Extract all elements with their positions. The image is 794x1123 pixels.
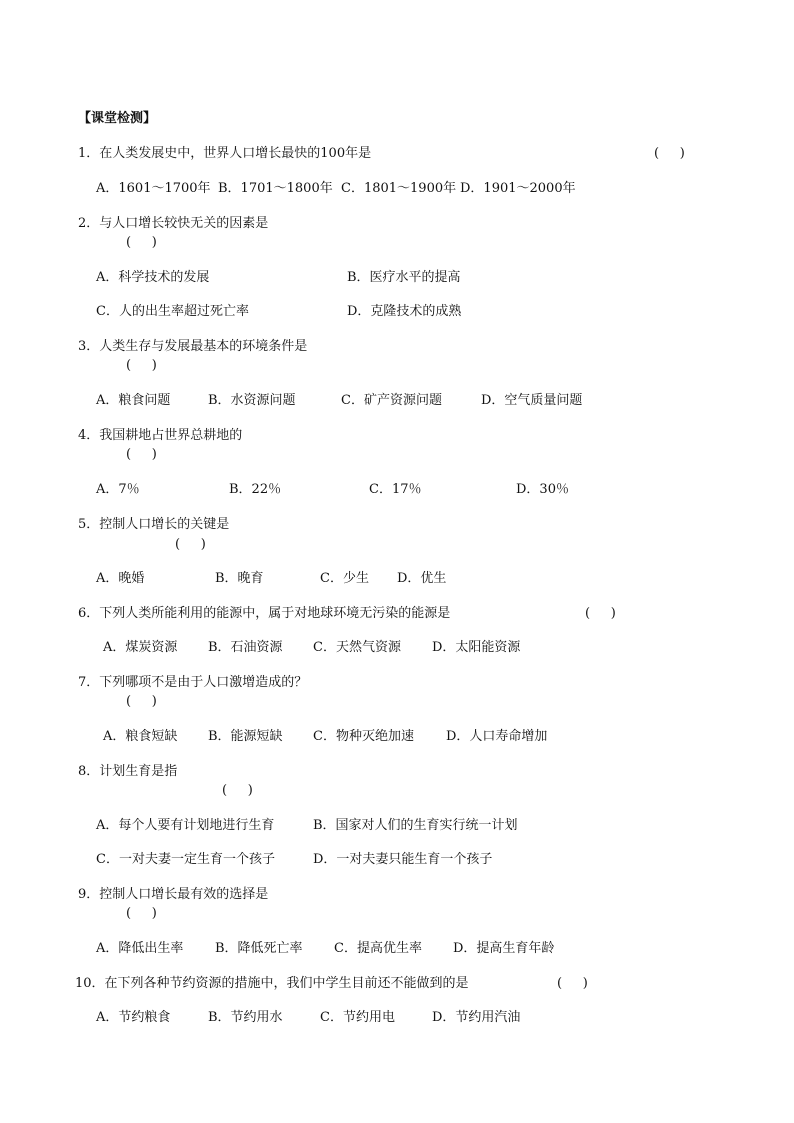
question-5-option-d: D．优生 bbox=[397, 571, 447, 586]
question-1-option-d: D．1901～2000年 bbox=[460, 181, 576, 196]
question-7-stem: 7．下列哪项不是由于人口激增造成的？ bbox=[78, 675, 308, 690]
question-9-option-a: A．降低出生率 bbox=[96, 941, 184, 956]
question-5-option-c: C．少生 bbox=[320, 571, 369, 586]
question-9-answer-paren: ( ) bbox=[126, 906, 157, 921]
question-1-option-c: C．1801～1900年 bbox=[341, 181, 457, 196]
question-6-option-c: C．天然气资源 bbox=[313, 640, 401, 655]
question-2-option-d: D．克隆技术的成熟 bbox=[347, 304, 462, 319]
question-7-option-a: A．粮食短缺 bbox=[103, 729, 178, 744]
question-8-option-a: A．每个人要有计划地进行生育 bbox=[96, 818, 275, 833]
question-1-option-a: A．1601～1700年 bbox=[96, 181, 211, 196]
question-6-option-d: D．太阳能资源 bbox=[432, 640, 521, 655]
question-7-option-b: B．能源短缺 bbox=[208, 729, 283, 744]
question-8-option-d: D．一对夫妻只能生育一个孩子 bbox=[313, 852, 493, 867]
question-5-option-a: A．晚婚 bbox=[96, 571, 145, 586]
question-2-option-b: B．医疗水平的提高 bbox=[347, 270, 461, 285]
question-9-option-b: B．降低死亡率 bbox=[215, 941, 303, 956]
question-8-stem: 8．计划生育是指 bbox=[78, 764, 178, 779]
question-10-option-a: A．节约粮食 bbox=[96, 1010, 171, 1025]
question-7-answer-paren: ( ) bbox=[126, 694, 157, 709]
question-2-stem: 2．与人口增长较快无关的因素是 bbox=[78, 216, 269, 231]
question-2-answer-paren: ( ) bbox=[126, 235, 157, 250]
question-4-stem: 4．我国耕地占世界总耕地的 bbox=[78, 428, 243, 443]
question-6-option-b: B．石油资源 bbox=[208, 640, 283, 655]
question-4-option-c: C．17％ bbox=[369, 482, 422, 497]
section-title: 【课堂检测】 bbox=[78, 111, 157, 126]
question-3-option-d: D．空气质量问题 bbox=[481, 393, 583, 408]
question-10-option-b: B．节约用水 bbox=[208, 1010, 283, 1025]
question-10-stem: 10．在下列各种节约资源的措施中，我们中学生目前还不能做到的是 bbox=[75, 976, 469, 991]
question-6-answer-paren: ( ) bbox=[585, 606, 616, 621]
question-9-option-c: C．提高优生率 bbox=[334, 941, 422, 956]
question-2-option-a: A．科学技术的发展 bbox=[96, 270, 210, 285]
question-8-answer-paren: ( ) bbox=[222, 783, 253, 798]
question-1-answer-paren: ( ) bbox=[654, 146, 685, 161]
question-1-option-b: B．1701～1800年 bbox=[218, 181, 333, 196]
question-7-option-c: C．物种灭绝加速 bbox=[313, 729, 414, 744]
question-5-option-b: B．晚育 bbox=[215, 571, 264, 586]
question-2-option-c: C．人的出生率超过死亡率 bbox=[96, 304, 249, 319]
question-4-option-a: A．7％ bbox=[96, 482, 140, 497]
question-8-option-b: B．国家对人们的生育实行统一计划 bbox=[313, 818, 518, 833]
question-10-option-d: D．节约用汽油 bbox=[432, 1010, 521, 1025]
question-4-option-b: B．22％ bbox=[229, 482, 282, 497]
question-6-stem: 6．下列人类所能利用的能源中，属于对地球环境无污染的能源是 bbox=[78, 606, 451, 621]
question-10-option-c: C．节约用电 bbox=[320, 1010, 395, 1025]
question-9-option-d: D．提高生育年龄 bbox=[453, 941, 555, 956]
question-4-option-d: D．30％ bbox=[516, 482, 569, 497]
question-3-answer-paren: ( ) bbox=[126, 358, 157, 373]
question-5-answer-paren: ( ) bbox=[175, 537, 206, 552]
question-1-stem: 1．在人类发展史中，世界人口增长最快的100年是 bbox=[78, 146, 372, 161]
question-3-option-c: C．矿产资源问题 bbox=[341, 393, 442, 408]
question-3-option-a: A．粮食问题 bbox=[96, 393, 171, 408]
question-4-answer-paren: ( ) bbox=[126, 447, 157, 462]
question-3-option-b: B．水资源问题 bbox=[208, 393, 296, 408]
question-10-answer-paren: ( ) bbox=[557, 976, 588, 991]
question-9-stem: 9．控制人口增长最有效的选择是 bbox=[78, 887, 269, 902]
question-3-stem: 3．人类生存与发展最基本的环境条件是 bbox=[78, 339, 308, 354]
question-5-stem: 5．控制人口增长的关键是 bbox=[78, 517, 230, 532]
question-6-option-a: A．煤炭资源 bbox=[103, 640, 178, 655]
question-8-option-c: C．一对夫妻一定生育一个孩子 bbox=[96, 852, 275, 867]
question-7-option-d: D．人口寿命增加 bbox=[446, 729, 548, 744]
